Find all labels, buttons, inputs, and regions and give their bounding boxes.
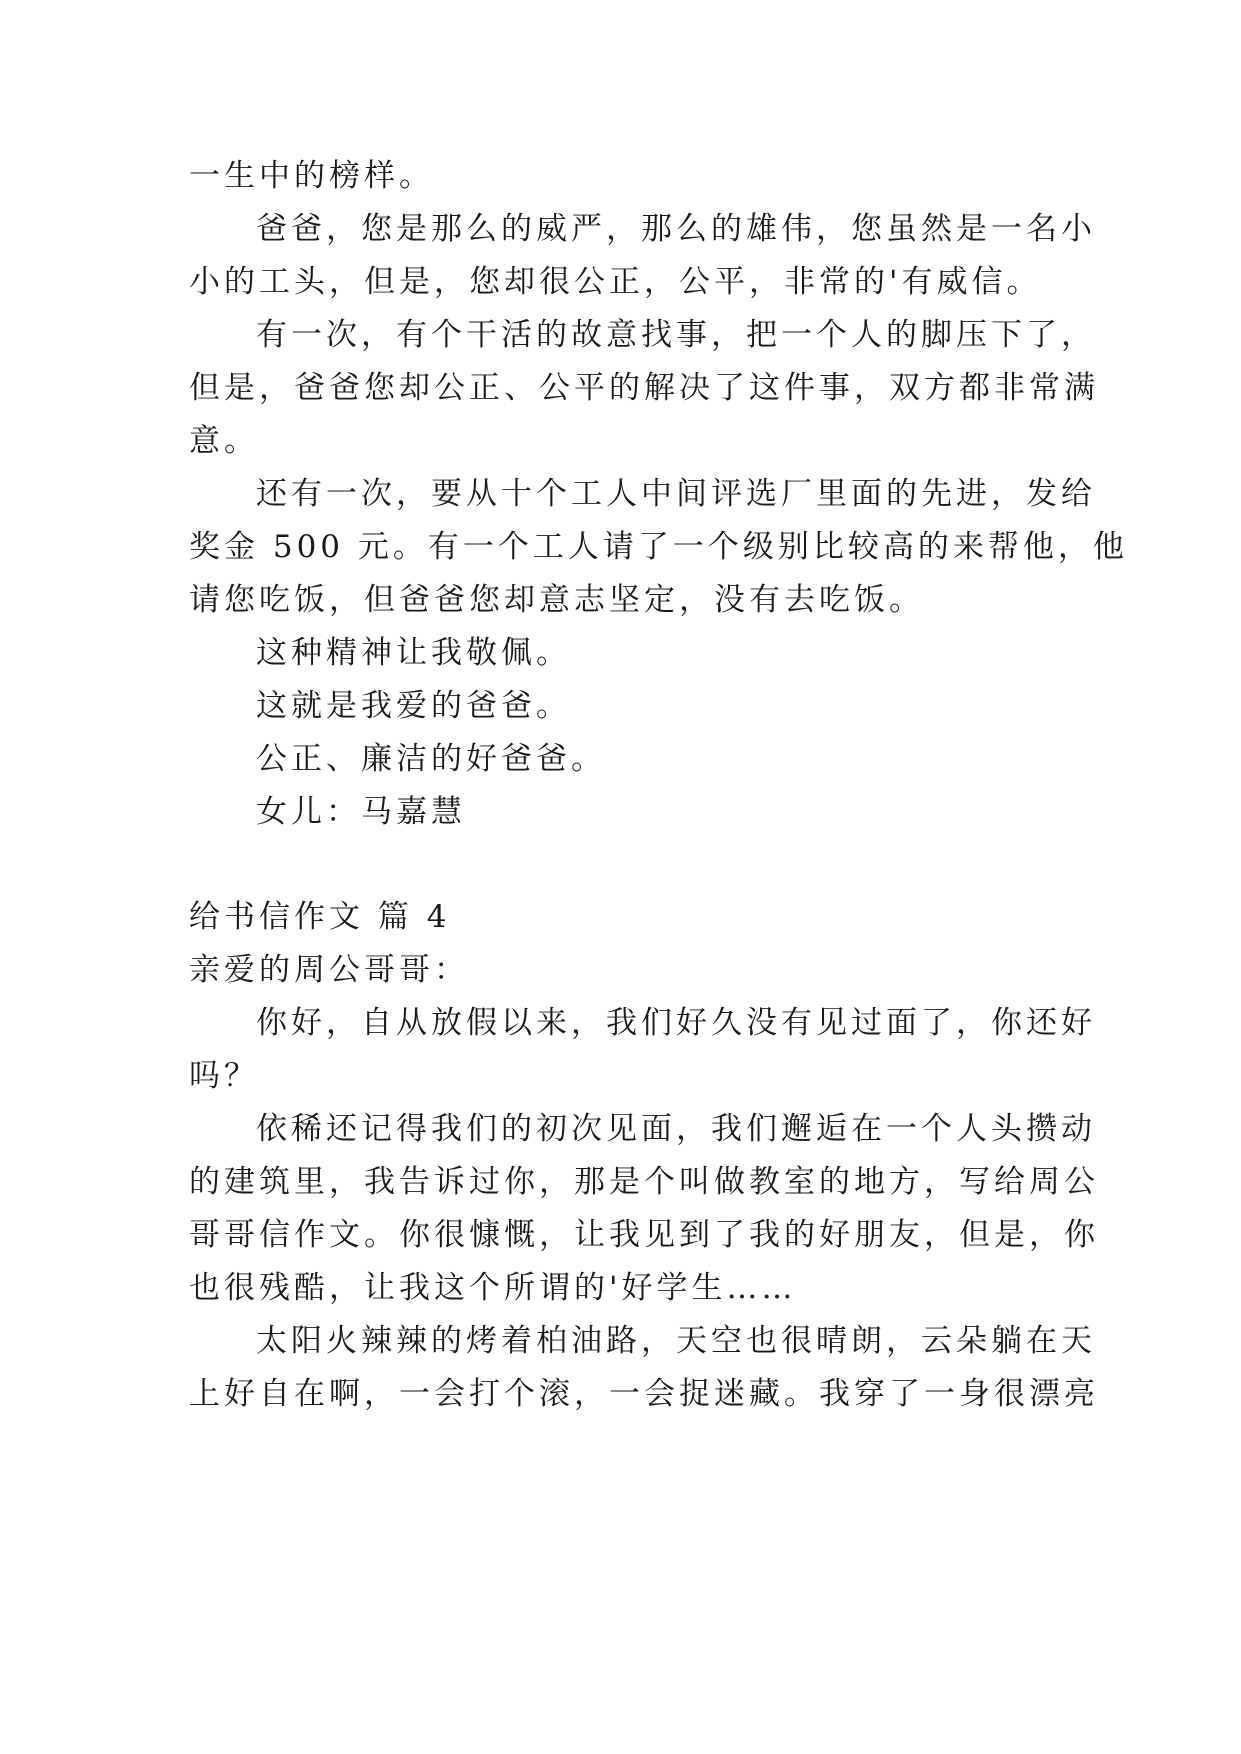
paragraph-line: 还有一次，要从十个工人中间评选厂里面的先进，发给: [256, 476, 1096, 512]
signature-line: 女儿：马嘉慧: [256, 794, 466, 830]
text-line: 也很残酷，让我这个所谓的'好学生……: [189, 1270, 797, 1306]
text-line: 意。: [189, 423, 259, 459]
paragraph-line: 依稀还记得我们的初次见面，我们邂逅在一个人头攒动: [256, 1111, 1096, 1147]
paragraph-line: 有一次，有个干活的故意找事，把一个人的脚压下了，: [256, 317, 1096, 353]
text-line: 上好自在啊，一会打个滚，一会捉迷藏。我穿了一身很漂亮: [189, 1376, 1099, 1412]
text-line: 奖金 500 元。有一个工人请了一个级别比较高的来帮他，他: [189, 529, 1128, 565]
salutation: 亲爱的周公哥哥：: [189, 952, 469, 988]
paragraph-line: 你好，自从放假以来，我们好久没有见过面了，你还好: [256, 1005, 1096, 1041]
section-heading: 给书信作文 篇 4: [189, 899, 451, 935]
text-line: 请您吃饭，但爸爸您却意志坚定，没有去吃饭。: [189, 582, 924, 618]
text-line: 一生中的榜样。: [189, 158, 434, 194]
text-line: 的建筑里，我告诉过你，那是个叫做教室的地方，写给周公: [189, 1164, 1099, 1200]
paragraph-line: 爸爸，您是那么的威严，那么的雄伟，您虽然是一名小: [256, 211, 1096, 247]
text-line: 小的工头，但是，您却很公正，公平，非常的'有威信。: [189, 264, 1042, 300]
paragraph-line: 公正、廉洁的好爸爸。: [256, 741, 606, 777]
paragraph-line: 这就是我爱的爸爸。: [256, 688, 571, 724]
text-line: 哥哥信作文。你很慷慨，让我见到了我的好朋友，但是，你: [189, 1217, 1099, 1253]
text-line: 但是，爸爸您却公正、公平的解决了这件事，双方都非常满: [189, 370, 1099, 406]
paragraph-line: 太阳火辣辣的烤着柏油路，天空也很晴朗，云朵躺在天: [256, 1323, 1096, 1359]
text-line: 吗？: [189, 1058, 259, 1094]
paragraph-line: 这种精神让我敬佩。: [256, 635, 571, 671]
